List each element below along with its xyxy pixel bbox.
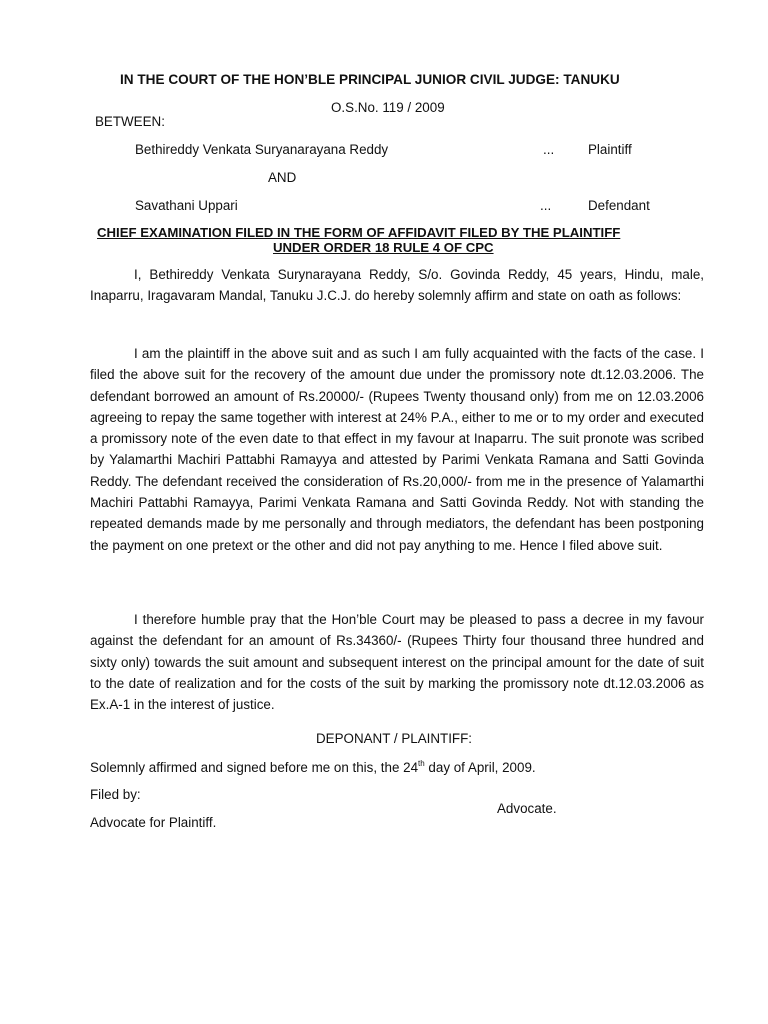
deponent-label: DEPONANT / PLAINTIFF: <box>316 731 472 746</box>
facts-paragraph: I am the plaintiff in the above suit and as such I am fully acquainted with the facts of the case. I filed the above suit for the recovery of the amount due under the promissory note dt.12.03.2006. The defendant borrowed an amount of Rs.20000/- (Rupees Twenty thousand only) from me on 12.03.2006 agreeing to repay the same together with interest at 24% P.A., either to me or to my order and executed a promissory note of the even date to that effect in my favour at Inaparru. The suit pronote was scribed by Yalamarthi Machiri Pattabhi Ramayya and attested by Parimi Venkata Ramana and Satti Govinda Reddy. The defendant received the consideration of Rs.20,000/- from me in the presence of Yalamarthi Machiri Pattabhi Ramayya, Parimi Venkata Ramana and Satti Govinda Reddy. Not with standing the repeated demands made by me personally and through mediators, the defendant has been postponing the payment on one pretext or the other and did not pay anything to me. Hence I filed above suit. <box>90 346 704 553</box>
heading-line-2: UNDER ORDER 18 RULE 4 OF CPC <box>273 240 494 255</box>
affirmation-prefix: Solemnly affirmed and signed before me on this, the 24 <box>90 760 419 775</box>
court-title: IN THE COURT OF THE HON’BLE PRINCIPAL JUNIOR CIVIL JUDGE: TANUKU <box>120 72 620 87</box>
affirmation-superscript: th <box>418 758 425 768</box>
defendant-dots: ... <box>540 198 552 213</box>
plaintiff-name: Bethireddy Venkata Suryanarayana Reddy <box>135 142 389 157</box>
affirmation-suffix: day of April, 2009. <box>424 760 536 775</box>
prayer-paragraph: I therefore humble pray that the Hon’ble Court may be pleased to pass a decree in my favour against the defendant for an amount of Rs.34360/- (Rupees Thirty four thousand three hundred and sixty only) towards the suit amount and subsequent interest on the principal amount for the date of suit to the date of realization and for the costs of the suit by marking the promissory note dt.12.03.2006 as Ex.A-1 in the interest of justice. <box>90 612 704 713</box>
defendant-name: Savathani Uppari <box>135 198 238 213</box>
plaintiff-dots: ... <box>543 142 555 157</box>
advocate-for-plaintiff: Advocate for Plaintiff. <box>90 815 217 830</box>
between-label: BETWEEN: <box>95 114 165 129</box>
suit-number: O.S.No. 119 / 2009 <box>331 100 445 115</box>
heading-line-1: CHIEF EXAMINATION FILED IN THE FORM OF AFFIDAVIT FILED BY THE PLAINTIFF <box>97 225 621 240</box>
and-label: AND <box>268 170 297 185</box>
intro-paragraph: I, Bethireddy Venkata Surynarayana Reddy, S/o. Govinda Reddy, 45 years, Hindu, male, Inaparru, Iragavaram Mandal, Tanuku J.C.J. do hereby solemnly affirm and state on oath as follows: <box>90 267 704 304</box>
plaintiff-role: Plaintiff <box>588 142 632 157</box>
advocate-label: Advocate. <box>497 801 557 816</box>
defendant-role: Defendant <box>588 198 650 213</box>
filed-by-label: Filed by: <box>90 787 141 802</box>
affirmation-line <box>90 760 536 776</box>
